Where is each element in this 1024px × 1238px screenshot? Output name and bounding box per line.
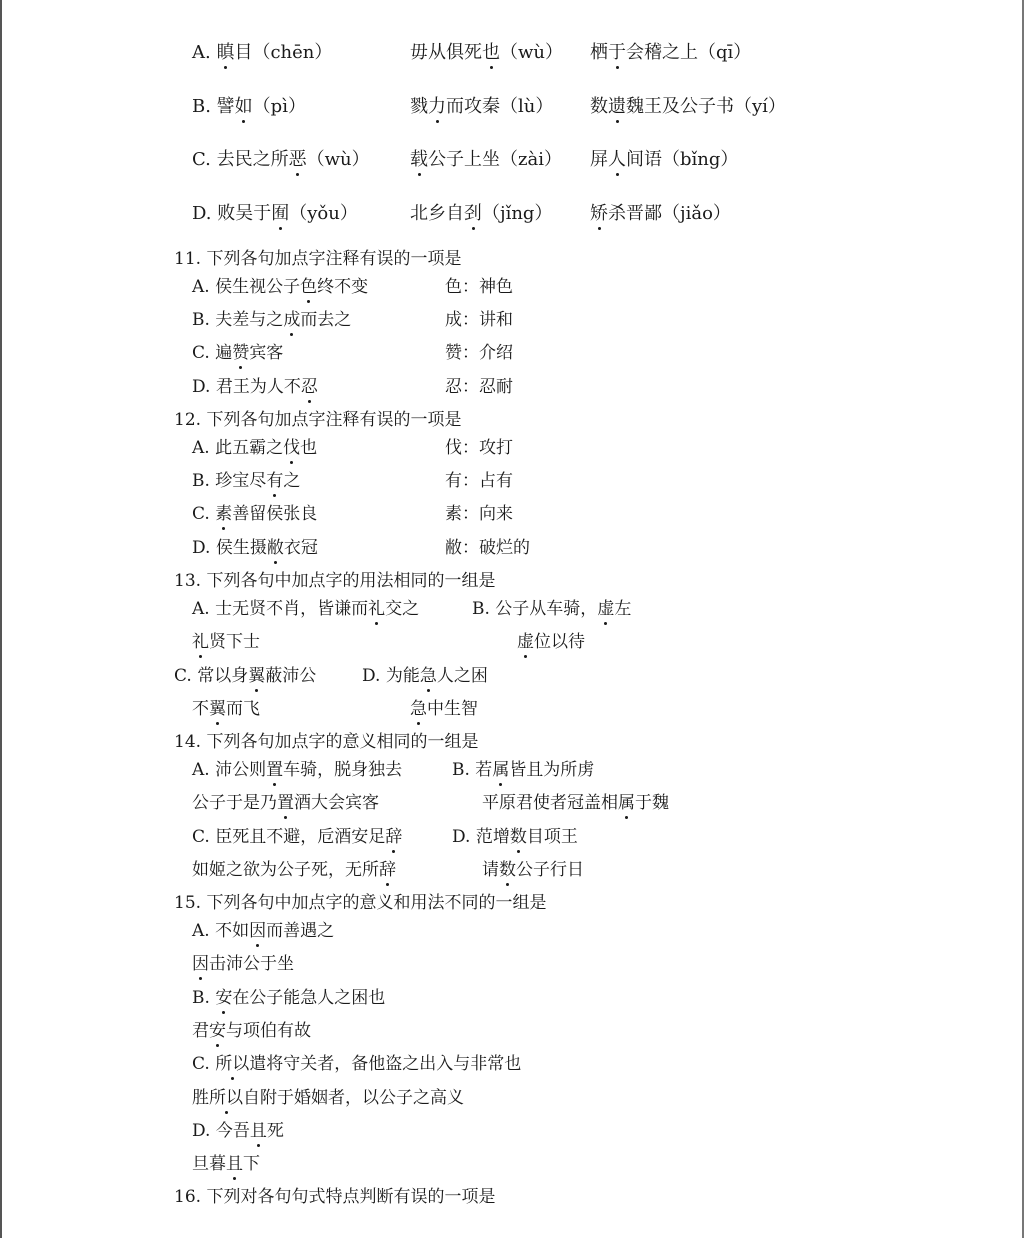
- q15-option-b-line2: 君安与项伯有故: [192, 1021, 311, 1041]
- page-left-edge: [0, 0, 2, 1238]
- q12-stem: 12. 下列各句加点字注释有误的一项是: [174, 410, 462, 430]
- q15-option-c-line2: 胜所以自附于婚姻者，以公子之高义: [192, 1088, 464, 1108]
- q12-gloss-b: 有：占有: [445, 471, 513, 491]
- q15-option-d-line1: D. 今吾且死: [192, 1121, 284, 1141]
- q15-stem: 15. 下列各句中加点字的意义和用法不同的一组是: [174, 893, 547, 913]
- q15-option-a-line1: A. 不如因而善遇之: [192, 921, 335, 941]
- q12-option-d: D. 侯生摄敝衣冠: [192, 538, 318, 558]
- q11-gloss-b: 成：讲和: [445, 310, 513, 330]
- q10-option-b-col3: 数遗魏王及公子书（yí）: [590, 96, 786, 117]
- q13-option-b-line1: B. 公子从车骑，虚左: [472, 599, 632, 619]
- q14-option-d-line1: D. 范增数目项王: [452, 827, 578, 847]
- q13-stem: 13. 下列各句中加点字的用法相同的一组是: [174, 571, 496, 591]
- q10-option-c-col1: C. 去民之所恶（wù）: [192, 149, 370, 170]
- q12-gloss-a: 伐：攻打: [445, 438, 513, 458]
- q11-gloss-a: 色：神色: [445, 277, 513, 297]
- q10-option-b-col2: 戮力而攻秦（lù）: [410, 96, 554, 117]
- q11-option-c: C. 遍赞宾客: [192, 343, 284, 363]
- q15-option-c-line1: C. 所以遣将守关者，备他盗之出入与非常也: [192, 1054, 522, 1074]
- q13-option-d-line2: 急中生智: [410, 699, 478, 719]
- q16-stem: 16. 下列对各句句式特点判断有误的一项是: [174, 1187, 496, 1207]
- q10-option-a-col1: A. 瞋目（chēn）: [192, 42, 333, 63]
- q13-option-a-line2: 礼贤下士: [192, 632, 260, 652]
- q14-option-c-line1: C. 臣死且不避，卮酒安足辞: [192, 827, 403, 847]
- q15-option-d-line2: 旦暮且下: [192, 1154, 260, 1174]
- q14-stem: 14. 下列各句加点字的意义相同的一组是: [174, 732, 479, 752]
- q15-option-a-line2: 因击沛公于坐: [192, 954, 294, 974]
- q12-option-c: C. 素善留侯张良: [192, 504, 318, 524]
- q11-stem: 11. 下列各句加点字注释有误的一项是: [174, 249, 462, 269]
- q11-gloss-d: 忍：忍耐: [445, 377, 513, 397]
- q11-option-d: D. 君王为人不忍: [192, 377, 318, 397]
- q12-option-a: A. 此五霸之伐也: [192, 438, 318, 458]
- q14-option-a-line1: A. 沛公则置车骑，脱身独去: [192, 760, 403, 780]
- q14-option-b-line2: 平原君使者冠盖相属于魏: [482, 793, 669, 813]
- q14-option-b-line1: B. 若属皆且为所虏: [452, 760, 595, 780]
- q12-gloss-c: 素：向来: [445, 504, 513, 524]
- q11-option-b: B. 夫差与之成而去之: [192, 310, 352, 330]
- q10-option-d-col2: 北乡自刭（jǐng）: [410, 203, 553, 224]
- q10-option-a-col2: 毋从俱死也（wù）: [410, 42, 563, 63]
- q11-gloss-c: 赞：介绍: [445, 343, 513, 363]
- q13-option-c-line2: 不翼而飞: [192, 699, 260, 719]
- q13-option-c-line1: C. 常以身翼蔽沛公: [174, 666, 317, 686]
- q10-option-a-col3: 栖于会稽之上（qī）: [590, 42, 752, 63]
- q14-option-a-line2: 公子于是乃置酒大会宾客: [192, 793, 379, 813]
- q13-option-b-line2: 虚位以待: [517, 632, 585, 652]
- q10-option-d-col1: D. 败吴于囿（yǒu）: [192, 203, 358, 224]
- q15-option-b-line1: B. 安在公子能急人之困也: [192, 988, 386, 1008]
- q12-gloss-d: 敝：破烂的: [445, 538, 530, 558]
- q14-option-c-line2: 如姬之欲为公子死，无所辞: [192, 860, 396, 880]
- q11-option-a: A. 侯生视公子色终不变: [192, 277, 369, 297]
- q10-option-d-col3: 矫杀晋鄙（jiǎo）: [590, 203, 731, 224]
- q13-option-d-line1: D. 为能急人之困: [362, 666, 488, 686]
- q12-option-b: B. 珍宝尽有之: [192, 471, 301, 491]
- q10-option-c-col3: 屏人间语（bǐng）: [590, 149, 739, 170]
- q10-option-c-col2: 载公子上坐（zài）: [410, 149, 562, 170]
- q14-option-d-line2: 请数公子行日: [482, 860, 584, 880]
- q13-option-a-line1: A. 士无贤不肖，皆谦而礼交之: [192, 599, 420, 619]
- q10-option-b-col1: B. 譬如（pì）: [192, 96, 306, 117]
